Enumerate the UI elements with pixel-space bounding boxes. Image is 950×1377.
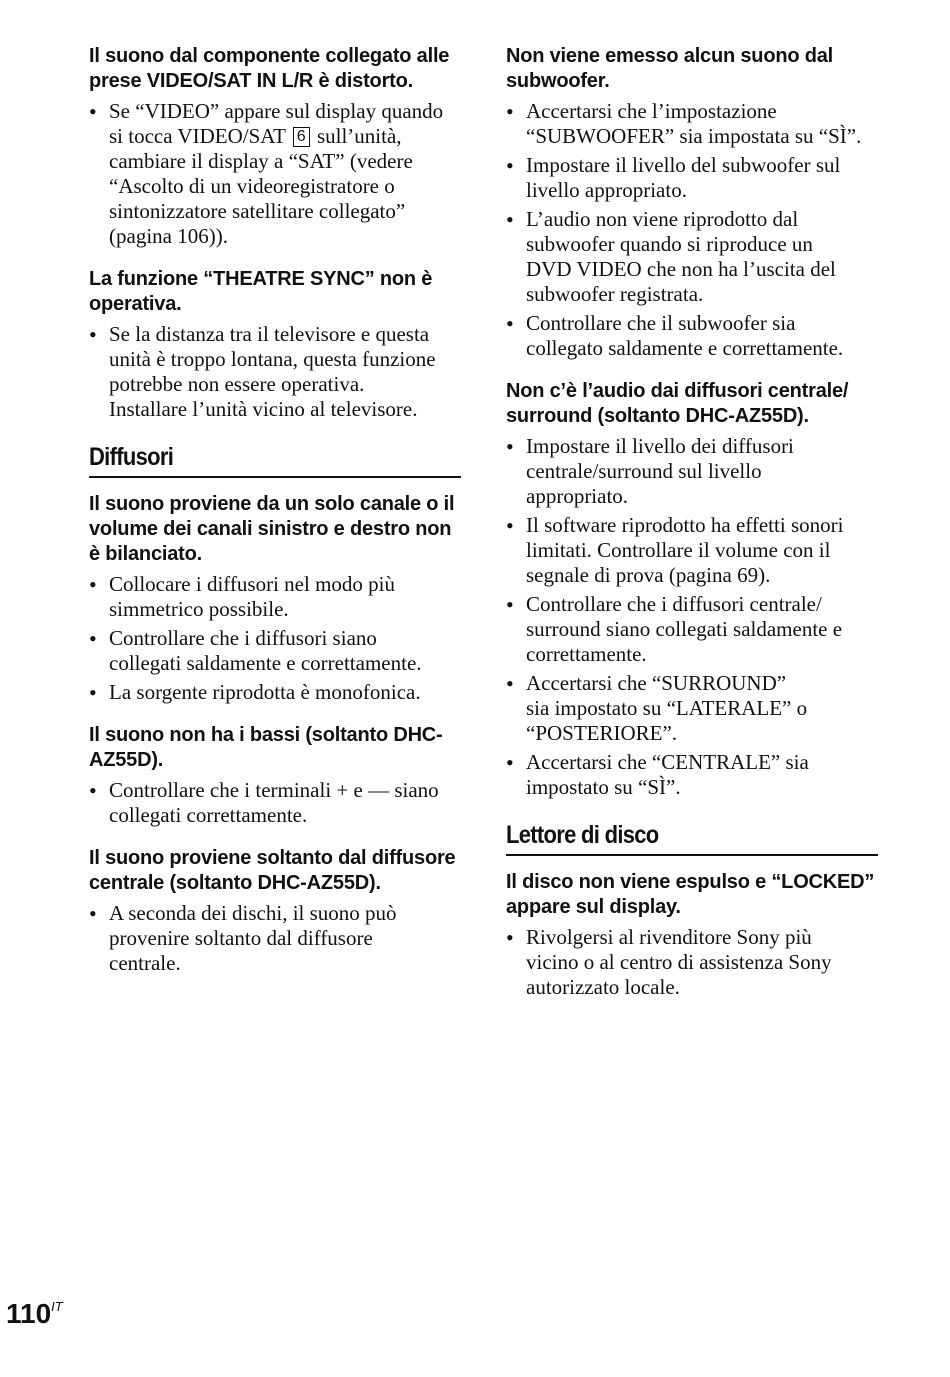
- problem-heading: Non c’è l’audio dai diffusori centrale/ surround (soltanto DHC-AZ55D).: [506, 380, 849, 427]
- solution-list: [506, 434, 878, 800]
- solution-item: • Impostare il livello del subwoofer sul livello appropriato.: [506, 153, 878, 203]
- problem-heading: Il suono non ha i bassi (soltanto DHC-AZ55D).: [89, 724, 443, 771]
- left-column: [89, 44, 461, 994]
- problem-heading: Il suono proviene da un solo canale o il volume dei canali sinistro e destro non è bilanciato.: [89, 493, 455, 565]
- solution-item: • A seconda dei dischi, il suono può provenire soltanto dal diffusore centrale.: [89, 901, 461, 976]
- page-number: $110^{IT}$: [6, 1298, 63, 1329]
- right-column: [506, 44, 878, 1018]
- solution-list: [506, 925, 878, 1000]
- solution-item: • Accertarsi che “SURROUND” sia impostato su “LATERALE” o “POSTERIORE”.: [506, 671, 878, 746]
- troubleshoot-no-center-surround: [506, 379, 878, 800]
- solution-item: • Controllare che il subwoofer sia collegato saldamente e correttamente.: [506, 311, 878, 361]
- solution-list: [89, 99, 461, 249]
- solution-item: • Controllare che i terminali + e — siano collegati correttamente.: [89, 778, 461, 828]
- problem-heading: Il suono dal componente collegato alle prese VIDEO/SAT IN L/R è distorto.: [89, 45, 450, 92]
- solution-list: [89, 901, 461, 976]
- section-title-diffusori: Diffusori: [89, 443, 174, 471]
- troubleshoot-disc-locked: [506, 870, 878, 1000]
- solution-item: • Accertarsi che “CENTRALE” sia impostato su “SÌ”.: [506, 750, 878, 800]
- solution-list: [89, 322, 461, 422]
- solution-item: • Se la distanza tra il televisore e questa unità è troppo lontana, questa funzione potrebbe non essere operativa. Installare l’unità vicino al televisore.: [89, 322, 461, 422]
- troubleshoot-video-sat-distorted: [89, 44, 461, 249]
- problem-heading: Il suono proviene soltanto dal diffusore centrale (soltanto DHC-AZ55D).: [89, 847, 456, 894]
- solution-item: • Impostare il livello dei diffusori centrale/surround sul livello appropriato.: [506, 434, 878, 509]
- troubleshoot-single-channel: [89, 492, 461, 705]
- solution-item: • Rivolgersi al rivenditore Sony più vicino o al centro di assistenza Sony autorizzato locale.: [506, 925, 878, 1000]
- troubleshoot-center-only: [89, 846, 461, 976]
- troubleshoot-theatre-sync: [89, 267, 461, 422]
- solution-list: [89, 778, 461, 828]
- problem-heading: Non viene emesso alcun suono dal subwoofer.: [506, 45, 834, 92]
- language-suffix: IT: [51, 1299, 63, 1314]
- problem-heading: La funzione “THEATRE SYNC” non è operativa.: [89, 268, 433, 315]
- solution-item: • Il software riprodotto ha effetti sonori limitati. Controllare il volume con il segnale di prova (pagina 69).: [506, 513, 878, 588]
- solution-item: • Accertarsi che l’impostazione “SUBWOOFER” sia impostata su “SÌ”.: [506, 99, 878, 149]
- solution-item: • La sorgente riprodotta è monofonica.: [89, 680, 461, 705]
- solution-item: • Se “VIDEO” appare sul display quando si tocca VIDEO/SAT 6 sull’unità, cambiare il display a “SAT” (vedere “Ascolto di un videoregistratore o sintonizzatore satellitare collegato” (pagina 106)).: [89, 99, 461, 249]
- solution-item: • L’audio non viene riprodotto dal subwoofer quando si riproduce un DVD VIDEO che non ha l’uscita del subwoofer registrata.: [506, 207, 878, 307]
- solution-item: • Controllare che i diffusori siano collegati saldamente e correttamente.: [89, 626, 461, 676]
- solution-item: • Collocare i diffusori nel modo più simmetrico possibile.: [89, 572, 461, 622]
- troubleshoot-no-subwoofer: [506, 44, 878, 361]
- problem-heading: Il disco non viene espulso e “LOCKED” appare sul display.: [506, 871, 875, 918]
- solution-item: • Controllare che i diffusori centrale/ surround siano collegati saldamente e correttamente.: [506, 592, 878, 667]
- section-title-lettore-di-disco: Lettore di disco: [506, 821, 659, 849]
- solution-list: [506, 99, 878, 361]
- solution-list: [89, 572, 461, 705]
- section-divider: [506, 854, 878, 856]
- troubleshoot-no-bass: [89, 723, 461, 828]
- control-number-badge: 6: [293, 127, 310, 147]
- section-divider: [89, 476, 461, 478]
